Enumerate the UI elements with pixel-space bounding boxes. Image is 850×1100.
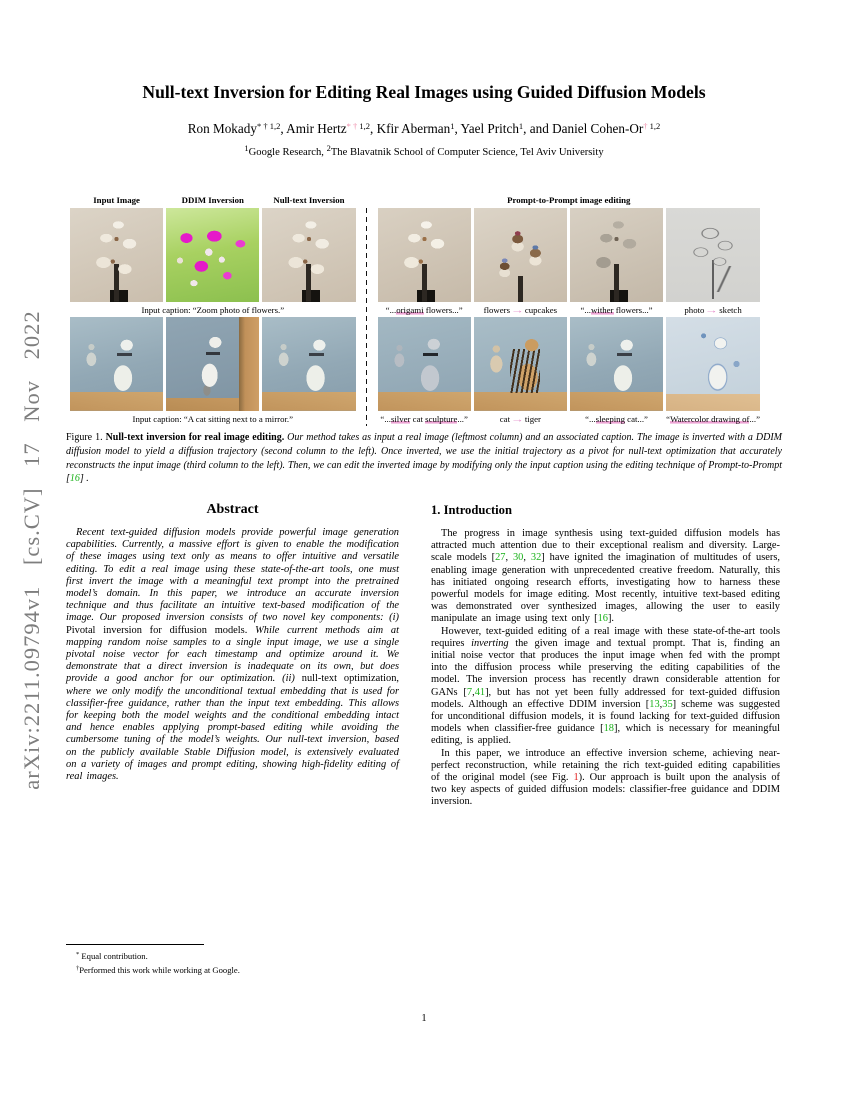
author-marker: * † [346, 121, 360, 131]
paper-title: Null-text Inversion for Editing Real Images using Guided Diffusion Models [142, 82, 706, 102]
author-marker: † [643, 121, 650, 131]
intro-paragraph-1 [431, 528, 780, 626]
edit-arrow-icon: → [510, 414, 525, 424]
figure-image-flowers-sketch [666, 208, 760, 302]
text-segment: “... [580, 305, 592, 315]
citation-ref: 32 [530, 552, 542, 564]
text-segment: cat...” [624, 414, 648, 424]
superscript: 1,2 [359, 121, 370, 131]
text-segment: flowers [483, 305, 511, 315]
text-segment: ] . [79, 473, 89, 485]
edited-word-highlight: wither [591, 305, 614, 315]
superscript: 1,2 [649, 121, 661, 131]
text-segment: ]. [607, 613, 615, 625]
citation-ref: 18 [603, 723, 614, 735]
text-segment: “... [380, 414, 391, 424]
figure-image-cat-photo [70, 317, 163, 411]
text-segment: flowers...” [613, 305, 653, 315]
figure-column-header: Prompt-to-Prompt image editing [507, 195, 631, 205]
text-segment: null-text optimization, [301, 673, 399, 685]
edit-arrow-icon: → [705, 305, 719, 315]
text-segment: Pivotal inversion for diffusion models. [66, 624, 256, 636]
superscript: † [76, 964, 80, 972]
text-segment: Google Research, [248, 147, 327, 158]
text-segment: The Blavatnik School of Computer Science, Tel Aviv University [330, 147, 604, 158]
text-segment: ...” [749, 414, 760, 424]
footnote-equal-contribution [66, 949, 399, 963]
text-segment: ). Our approach is built upon the analysis of two key aspects of guided diffusion models: classifier-free guidance and DDIM inversion. [431, 772, 780, 808]
edited-word-highlight: silver [390, 414, 411, 424]
text-segment: Recent text-guided diffusion models provide powerful image generation capabilities. Currently, a massive effort is given to enable the modification of these images using text only as means to offer intuitive and versatile editing. To edit a real image using these state-of-the-art tools, one must first invert the image with a meaningful text prompt into the pretrained model’s domain. In this paper, we introduce an accurate inversion technique and thus facilitate an intuitive text-based modification of the image. Our proposed inversion consists of two novel key components: (i) [66, 527, 399, 624]
figure-edit-caption [378, 302, 471, 317]
left-column [66, 502, 399, 783]
figure-image-cat-sleep [570, 317, 663, 411]
section-heading-introduction: 1. Introduction [431, 503, 512, 517]
text-segment: Equal contribution. [79, 951, 148, 961]
superscript: 1 [518, 121, 524, 131]
footnote-google [66, 963, 399, 977]
figure-image-cat-recon [262, 317, 355, 411]
figure-edit-caption [666, 302, 760, 317]
abstract-text [66, 527, 399, 783]
right-column [431, 502, 780, 809]
figure-edit-caption [378, 411, 471, 426]
citation-ref: 27 [495, 552, 506, 564]
text-segment: , [505, 552, 513, 564]
citation-ref: 13 [649, 698, 660, 710]
figure-image-cat-silver [378, 317, 471, 411]
text-segment: Ron Mokady [187, 121, 257, 136]
text-segment: cupcakes [524, 305, 558, 315]
text-segment: where we only modify the unconditional textual embedding that is used for classifier-free guidance, rather than the input text embedding. This allows for keeping both the model weights and the conditional embedding intact and hence enables applying prompt-based editing while avoiding the cumbersome tuning of the model’s weights. Our null-text inversion, based on the publicly available Stable Diffusion model, is extensively evaluated on a variety of images and prompt editing, showing high-fidelity editing of real images. [66, 685, 399, 783]
edit-arrow-icon: → [510, 305, 525, 315]
text-segment: Our method takes as input a real image (leftmost column) and an associated caption. The image is inverted with a DDIM diffusion model to yield a diffusion trajectory (second column to the left). Once inverted, we use the initial trajectory as a pivot for null-text optimization that accurately reconstructs the input image (third column to the left). Then, we can edit the inverted image by modifying only the input caption using the editing technique of Prompt-to-Prompt [ [66, 432, 783, 485]
superscript: 2 [326, 143, 331, 153]
figure-input-caption: Input caption: “A cat sitting next to a mirror.” [132, 414, 294, 424]
text-segment: Figure 1. [66, 432, 106, 443]
citation-ref: 30 [512, 552, 524, 564]
text-segment: Null-text inversion for real image editing. [105, 432, 288, 443]
author-line [66, 121, 782, 137]
text-segment: sketch [719, 305, 742, 315]
text-segment: In this paper, we introduce an effective inversion scheme, achieving near-perfect reconstruction, while retaining the rich text-guided editing capabilities of the original model (see Fig. [431, 747, 780, 784]
figure-image-ddim-noise [166, 208, 259, 302]
text-segment: ] scheme was suggested for unconditional diffusion models, it is found lacking for text-guided diffusion models when classifier-free guidance [ [431, 698, 780, 735]
figure-image-cat-tiger [474, 317, 567, 411]
text-segment: photo [684, 305, 705, 315]
text-segment: However, text-guided editing of a real image with these state-of-the-art tools requires [431, 625, 780, 649]
edited-word-highlight: sleeping [595, 414, 625, 424]
edited-word-highlight: Watercolor drawing of [670, 414, 750, 424]
text-segment: ] have ignited the imagination of multitudes of users, enabling image generation with unprecedented creative freedom. Naturally, this has initiated ongoing research efforts, investigating how to harness these powerful models for image editing. Most recently, intuitive text-based editing was demonstrated over synthesized images, allowing the user to easily manipulate an image using text only [ [431, 552, 780, 625]
text-segment: tiger [524, 414, 541, 424]
text-segment: ...” [457, 414, 468, 424]
figure-image-flowers-cupcakes [474, 208, 567, 302]
text-segment: flowers...” [423, 305, 463, 315]
text-segment: “... [585, 414, 596, 424]
text-segment: , Yael Pritch [454, 121, 519, 136]
affiliation-line [66, 143, 782, 158]
superscript: * [76, 951, 80, 958]
figure-edit-caption [474, 411, 567, 426]
arxiv-watermark: arXiv:2211.09794v1 [cs.CV] 17 Nov 2022 [19, 310, 44, 790]
figure-image-flowers-wither [570, 208, 663, 302]
figure-image-flowers-recon [262, 208, 355, 302]
figure-image-flowers-photo [70, 208, 163, 302]
text-segment: The progress in image synthesis using text-guided diffusion models has attracted much attention due to their exceptional realism and diversity. Large-scale models [ [431, 528, 780, 564]
figure-image-cat-mirror [166, 317, 259, 411]
superscript: 1 [450, 121, 455, 131]
text-segment: , Kfir Aberman [369, 121, 451, 136]
figure-edit-caption [666, 411, 760, 426]
figure-caption [66, 431, 782, 486]
intro-paragraph-3 [431, 748, 780, 809]
footnote-block [66, 944, 399, 976]
text-segment: , Amir Hertz [280, 121, 347, 136]
page-number: 1 [421, 1013, 427, 1024]
figure-image-flowers-origami [378, 208, 471, 302]
citation-ref: 35 [662, 698, 673, 710]
citation-ref: 16 [69, 473, 80, 485]
figure-edit-caption [570, 302, 663, 317]
figure-image-cat-watercolor [666, 317, 760, 411]
text-segment: Performed this work while working at Google. [79, 964, 240, 975]
edited-word-highlight: origami [396, 305, 424, 315]
citation-ref: 16 [597, 613, 608, 625]
intro-paragraph-2 [431, 626, 780, 748]
figure-input-caption: Input caption: “Zoom photo of flowers.” [141, 305, 285, 315]
abstract-heading: Abstract [206, 502, 259, 517]
text-segment: ], but has not yet been fully addressed for text-guided diffusion models. Although an effective DDIM inversion [ [431, 686, 780, 710]
text-segment: the given image and textual prompt. That is, finding an initial noise vector that produces the input image when fed with the prompt into the diffusion process while preserving the editing capabilities of the model. The inversion process has recently drawn considerable attention for GANs [ [431, 637, 780, 698]
text-segment: , and Daniel Cohen-Or [523, 121, 644, 136]
figure-column-header: DDIM Inversion [181, 195, 244, 205]
text-segment: , [659, 698, 663, 710]
text-segment: cat [499, 414, 511, 424]
citation-ref: 7 [466, 686, 473, 698]
text-segment: While current methods aim at mapping random noise samples to a single input image, we use a single pivotal noise vector for each timestamp and optimize around it. We demonstrate that a direct inversion is inadequate on its own, but does provide a good anchor for our optimization. (ii) [66, 624, 399, 685]
superscript: 1 [244, 143, 249, 153]
figure-column-header: Null-text Inversion [273, 195, 345, 205]
edited-word-highlight: sculpture [425, 414, 458, 424]
figure-grid [70, 195, 760, 426]
figure-edit-caption [474, 302, 567, 317]
figure-dashed-divider [359, 208, 375, 426]
figure-column-header: Input Image [93, 195, 140, 205]
text-segment: inverting [471, 637, 509, 649]
text-segment: “... [385, 305, 397, 315]
superscript: * † 1,2 [256, 121, 281, 131]
figure-ref: 1 [573, 772, 579, 784]
text-segment: ], which is necessary for meaningful editing, is applied. [431, 723, 780, 747]
footnote-rule [66, 944, 204, 945]
figure-edit-caption [570, 411, 663, 426]
text-segment: “ [666, 414, 671, 424]
citation-ref: 41 [474, 686, 486, 698]
text-segment: , [523, 552, 531, 564]
text-segment: , [472, 686, 475, 698]
text-segment: cat [410, 414, 426, 424]
